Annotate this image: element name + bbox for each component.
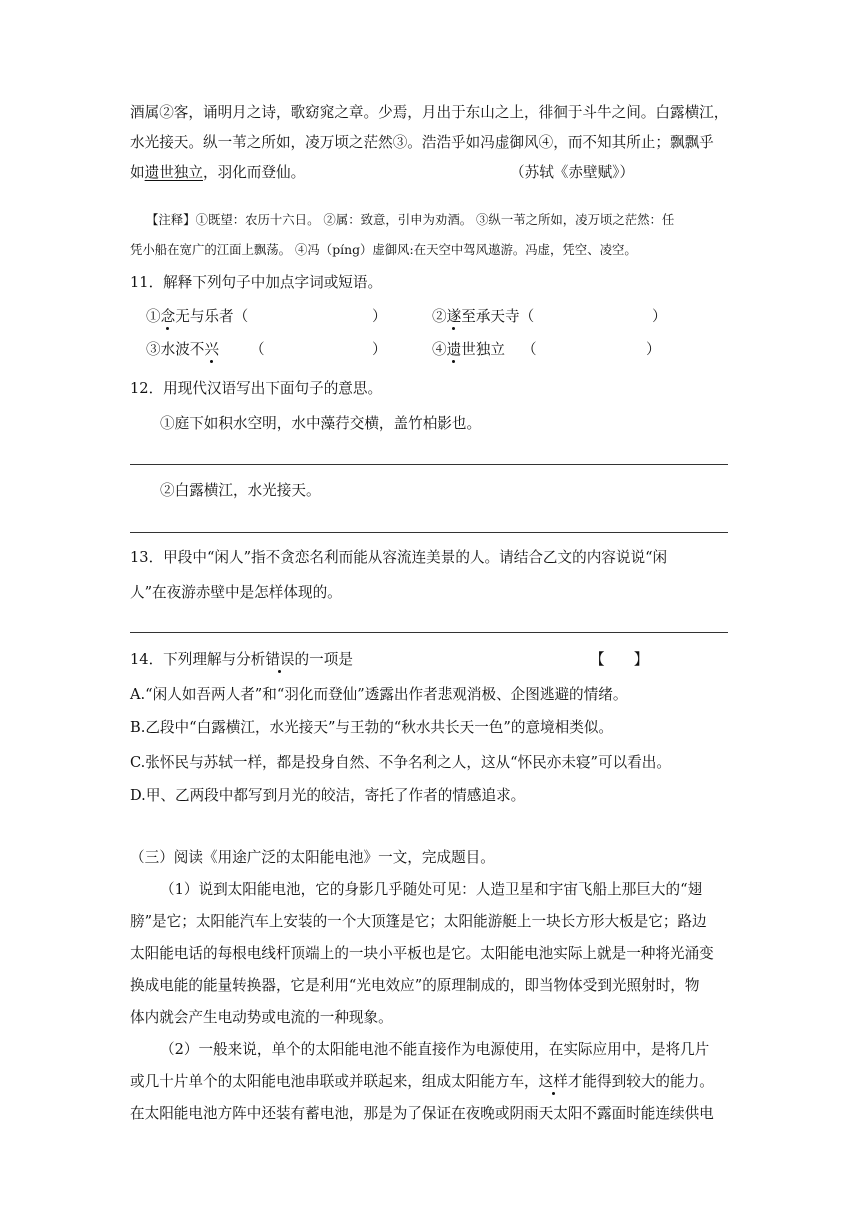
q14-title-post: 的一项是 [294,651,353,668]
q11-c-open: （ [250,341,265,358]
p2-line-2-post: 才能得到较大的能力。 [567,1073,714,1090]
q11-d-num: ④ [432,341,447,358]
p1-line-4: 换成电能的能量转换器，它是利用“光电效应”的原理制成的，即当物体受到光照射时，物 [130,977,700,994]
p2-line-3: 在太阳能电池方阵中还装有蓄电池，那是为了保证在夜晚或阴雨天太阳不露面时能连续供电 [130,1105,714,1122]
answer-bracket: 【 】 [590,651,649,668]
q11-item-d [432,340,505,360]
passage-line-2: 水光接天。纵一苇之所如，凌万顷之茫然③。浩浩乎如冯虚御风④，而不知其所止；飘飘乎 [130,134,714,151]
q11-item-a [146,307,248,327]
p1-line-5: 体内就会产生电动势或电流的一种现象。 [130,1009,393,1026]
q14-title-pre: 14．下列理解与分析 [130,651,266,668]
q14-option-d: D.甲、乙两段中都写到月光的皎洁，寄托了作者的情感追求。 [130,787,526,804]
q11-c-text: ③水波不 [146,341,205,358]
passage-source: （苏轼《赤壁赋》） [510,164,635,181]
q11-d-close: ） [646,341,661,358]
dotted-char: 念 [160,308,176,325]
underlined-phrase: 遗世独立 [144,164,203,181]
q14-option-a: A.“闲人如吾两人者”和“羽化而登仙”透露出作者悲观消极、企图逃避的情绪。 [130,686,628,703]
p1-line-3: 太阳能电话的每根电线杆顶端上的一块小平板也是它。太阳能电池实际上就是一种将光涌变 [130,945,714,962]
q11-d-open: （ [522,341,537,358]
dotted-word: 错误 [265,651,295,668]
answer-line-2 [130,532,728,533]
p2-line-2 [130,1072,714,1092]
dotted-char: 兴 [204,341,219,358]
q14-title [130,650,353,670]
q11-d-text: 世独立 [461,341,506,358]
part3-title: （三）阅读《用途广泛的太阳能电池》一文，完成题目。 [130,849,495,866]
answer-line-3 [130,632,728,633]
q11-title: 11．解释下列句子中加点字词或短语。 [130,274,383,291]
q13-line-2: 人”在夜游赤壁中是怎样体现的。 [130,584,342,601]
passage-line-3-post: ，羽化而登仙。 [203,164,306,181]
passage-line-3-pre: 如 [130,164,145,181]
p1-line-2: 膀”是它；太阳能汽车上安装的一个大顶篷是它；太阳能游艇上一块长方形大板是它；路边 [130,913,707,930]
passage-line-3 [130,163,305,183]
q11-a-num: ① [146,308,161,325]
q14-option-b: B.乙段中“白露横江，水光接天”与王勃的“秋水共长天一色”的意境相类似。 [130,719,614,736]
q11-a-text: 无与乐者（ [175,308,249,325]
passage-line-1: 酒属②客，诵明月之诗，歌窈窕之章。少焉，月出于东山之上，徘徊于斗牛之间。白露横江， [130,104,729,121]
notes-text-1: ①既望：农历十六日。 ②属：致意，引申为劝酒。 ③纵一苇之所如，凌万顷之茫然：任 [195,212,675,227]
dotted-char: 遗 [446,341,462,358]
q11-item-c [146,340,219,360]
q11-b-text: 至承天寺（ [461,308,535,325]
q11-a-close: ） [372,308,387,325]
q11-item-b [432,307,534,327]
p2-line-1: （2）一般来说，单个的太阳能电池不能直接作为电源使用，在实际应用中，是将几片 [160,1041,710,1058]
q11-b-close: ） [652,308,667,325]
q11-b-num: ② [432,308,447,325]
q13-line-1: 13．甲段中“闲人”指不贪恋名利而能从容流连美景的人。请结合乙文的内容说说“闲 [130,549,668,566]
dotted-char: 遂 [446,308,462,325]
q11-c-close: ） [372,341,387,358]
p2-line-2-pre: 或几十片单个的太阳能电池串联或并联起来，组成太阳能方车， [130,1073,539,1090]
notes-line-1 [146,210,674,230]
q14-option-c: C.张怀民与苏轼一样，都是投身自然、不争名利之人，这从“怀民亦未寝”可以看出。 [130,754,671,771]
q12-title: 12．用现代汉语写出下面句子的意思。 [130,380,383,397]
q12-sentence-1: ①庭下如积水空明，水中藻荇交横，盖竹柏影也。 [160,415,482,432]
answer-line-1 [130,464,728,465]
q12-sentence-2: ②白露横江，水光接天。 [160,482,321,499]
notes-label: 【注释】 [146,212,196,227]
p1-line-1: （1）说到太阳能电池，它的身影几乎随处可见：人造卫星和宇宙飞船上那巨大的“翅 [160,881,703,898]
notes-line-2: 凭小船在宽广的江面上飘荡。 ④冯（píng）虚御风:在天空中驾风遨游。冯虚，凭空、凌空。 [130,242,637,257]
dotted-word: 这样 [538,1073,568,1090]
